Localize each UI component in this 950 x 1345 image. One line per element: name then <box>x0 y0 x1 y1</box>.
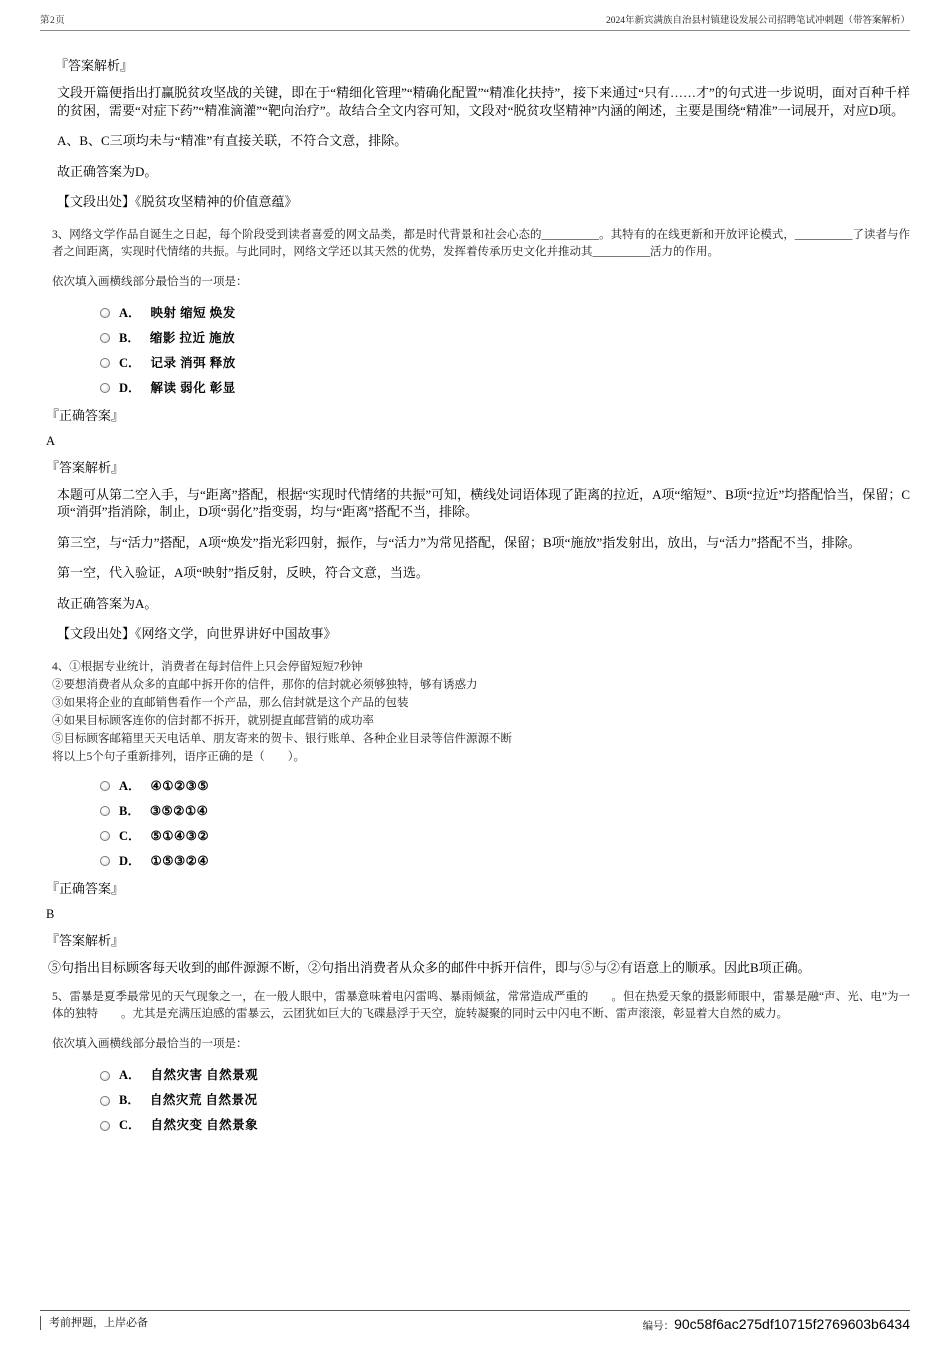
q2-conclusion: 故正确答案为D。 <box>57 163 158 179</box>
option-row[interactable] <box>100 380 910 397</box>
q4-analysis-label: 『答案解析』 <box>46 932 125 948</box>
radio-button-icon[interactable] <box>100 308 110 318</box>
q3-analysis-paragraph-2: 第三空，与“活力”搭配，A项“焕发”指光彩四射，振作，与“活力”为常见搭配，保留；B项“施放”指发射出，放出，与“活力”搭配不当，排除。 <box>57 534 861 550</box>
radio-button-icon[interactable] <box>100 806 110 816</box>
option-text: 自然灾荒 自然景况 <box>149 1093 258 1107</box>
page-header <box>40 12 910 31</box>
footer-serial <box>643 1316 910 1333</box>
option-letter: D． <box>119 853 141 868</box>
q3-analysis-paragraph-1: 本题可从第二空入手，与“距离”搭配，根据“实现时代情绪的共振”可知，横线处词语体现了距离的拉近，A项“缩短”、B项“拉近”均搭配恰当，保留；C项“消弭”指消除，制止，D项“弱化”指变弱，均与“距离”搭配不当，排除。 <box>57 486 910 519</box>
document-title: 2024年新宾满族自治县村镇建设发展公司招聘笔试冲刺题（带答案解析） <box>605 16 910 26</box>
q2-analysis-label: 『答案解析』 <box>55 58 134 73</box>
question-4-stem-line: 将以上5个句子重新排列，语序正确的是（ ）。 <box>52 750 305 763</box>
option-text: 记录 消弭 释放 <box>150 355 236 370</box>
q3-analysis-label: 『答案解析』 <box>46 459 125 475</box>
option-row[interactable] <box>100 355 910 372</box>
question-4-options <box>100 778 910 870</box>
radio-button-icon[interactable] <box>100 333 110 343</box>
option-text: 自然灾害 自然景观 <box>150 1068 259 1082</box>
radio-button-icon[interactable] <box>100 1121 110 1131</box>
footer-slogan: 考前押题，上岸必备 <box>40 1316 148 1330</box>
radio-button-icon[interactable] <box>100 1096 110 1106</box>
option-row[interactable] <box>100 803 910 820</box>
question-5-stem: 5、雷暴是夏季最常见的天气现象之一，在一般人眼中，雷暴意味着电闪雷鸣、暴雨倾盆，常常造成严重的 。但在热爱天象的摄影师眼中，雷暴是融“声、光、电”为一体的独特 。尤其是充满压迫感的雷暴云，云团犹如巨大的飞碟悬浮于天空，旋转凝聚的同时云中闪电不断、雷声滚滚，彰显着大自然的威力。 <box>52 991 910 1020</box>
q4-analysis-paragraph-1: ⑤句指出目标顾客每天收到的邮件源源不断，②句指出消费者从众多的邮件中拆开信件，即与⑤与②有语意上的顺承。因此B项正确。 <box>48 959 811 975</box>
radio-button-icon[interactable] <box>100 781 110 791</box>
option-letter: C． <box>119 828 141 843</box>
option-row[interactable] <box>100 1067 910 1084</box>
option-text: ⑤①④③② <box>150 828 210 843</box>
question-4-stem-line: 4、①根据专业统计，消费者在每封信件上只会停留短短7秒钟 <box>52 660 363 673</box>
serial-number-value: 90c58f6ac275df10715f2769603b6434 <box>674 1316 910 1332</box>
option-row[interactable] <box>100 305 910 322</box>
q2-analysis-paragraph-2: A、B、C三项均未与“精准”有直接关联，不符合文意，排除。 <box>57 133 408 148</box>
option-letter: B． <box>119 803 140 818</box>
option-row[interactable] <box>100 1117 910 1134</box>
option-row[interactable] <box>100 330 910 347</box>
option-letter: B． <box>119 330 140 345</box>
option-letter: B． <box>119 1093 140 1107</box>
question-4-stem-line: ②要想消费者从众多的直邮中拆开你的信件，那你的信封就必须够独特，够有诱惑力 <box>52 678 478 691</box>
option-text: 缩影 拉近 施放 <box>149 330 236 345</box>
option-row[interactable] <box>100 828 910 845</box>
serial-number-label: 编号： <box>642 1321 675 1332</box>
option-text: ④①②③⑤ <box>150 778 210 793</box>
question-5-prompt: 依次填入画横线部分最恰当的一项是： <box>52 1038 248 1050</box>
option-letter: A． <box>119 1068 141 1082</box>
q3-passage-source: 【文段出处】《网络文学，向世界讲好中国故事》 <box>57 626 337 641</box>
q4-correct-answer: B <box>46 906 55 921</box>
document-body <box>40 31 910 1286</box>
q3-correct-answer-label: 『正确答案』 <box>46 407 125 423</box>
radio-button-icon[interactable] <box>100 1071 110 1081</box>
option-row[interactable] <box>100 1092 910 1109</box>
option-text: 自然灾变 自然景象 <box>150 1118 259 1132</box>
option-letter: A． <box>119 778 141 793</box>
question-4-stem-line: ③如果将企业的直邮销售看作一个产品，那么信封就是这个产品的包装 <box>52 696 409 709</box>
q2-passage-source: 【文段出处】《脱贫攻坚精神的价值意蕴》 <box>57 194 298 209</box>
q3-conclusion: 故正确答案为A。 <box>57 595 158 611</box>
option-text: ③⑤②①④ <box>149 803 209 818</box>
question-4-stem-line: ④如果目标顾客连你的信封都不拆开，就别提直邮营销的成功率 <box>52 714 374 727</box>
option-text: ①⑤③②④ <box>150 853 210 868</box>
option-letter: C． <box>119 355 141 370</box>
q4-correct-answer-label: 『正确答案』 <box>46 880 125 896</box>
radio-button-icon[interactable] <box>100 856 110 866</box>
question-3-options <box>100 305 910 397</box>
radio-button-icon[interactable] <box>100 831 110 841</box>
option-letter: D． <box>119 380 141 395</box>
page-number: 第2页 <box>40 16 66 26</box>
q3-analysis-paragraph-3: 第一空，代入验证，A项“映射”指反射，反映，符合文意，当选。 <box>57 565 429 580</box>
radio-button-icon[interactable] <box>100 383 110 393</box>
option-text: 解读 弱化 彰显 <box>150 380 236 395</box>
page-footer <box>40 1310 910 1345</box>
question-3-stem: 3、网络文学作品自诞生之日起，每个阶段受到读者喜爱的网文品类，都是时代背景和社会心态的__________。其特有的在线更新和开放评论模式，__________了读者与作者之间距离，实现时代情绪的共振。与此同时，网络文学还以其天然的优势，发挥着传承历史文化并推动其__________活力的作用。 <box>52 228 910 258</box>
question-4-stem-line: ⑤目标顾客邮箱里天天电话单、朋友寄来的贺卡、银行账单、各种企业目录等信件源源不断 <box>52 732 512 745</box>
option-row[interactable] <box>100 778 910 795</box>
q3-correct-answer: A <box>46 433 56 448</box>
radio-button-icon[interactable] <box>100 358 110 368</box>
option-letter: C． <box>119 1118 141 1132</box>
question-3-prompt: 依次填入画横线部分最恰当的一项是： <box>52 275 248 288</box>
option-letter: A． <box>119 305 141 320</box>
option-text: 映射 缩短 焕发 <box>150 305 236 320</box>
option-row[interactable] <box>100 853 910 870</box>
q2-analysis-paragraph-1: 文段开篇便指出打赢脱贫攻坚战的关键，即在于“精细化管理”“精确化配置”“精准化扶持”，接下来通过“只有……才”的句式进一步说明，面对百种千样的贫困，需要“对症下药”“精准滴灌”“靶向治疗”。故结合全文内容可知，文段对“脱贫攻坚精神”内涵的阐述，主要是围绕“精准”一词展开，对应D项。 <box>57 85 910 118</box>
question-5-options <box>100 1067 910 1134</box>
